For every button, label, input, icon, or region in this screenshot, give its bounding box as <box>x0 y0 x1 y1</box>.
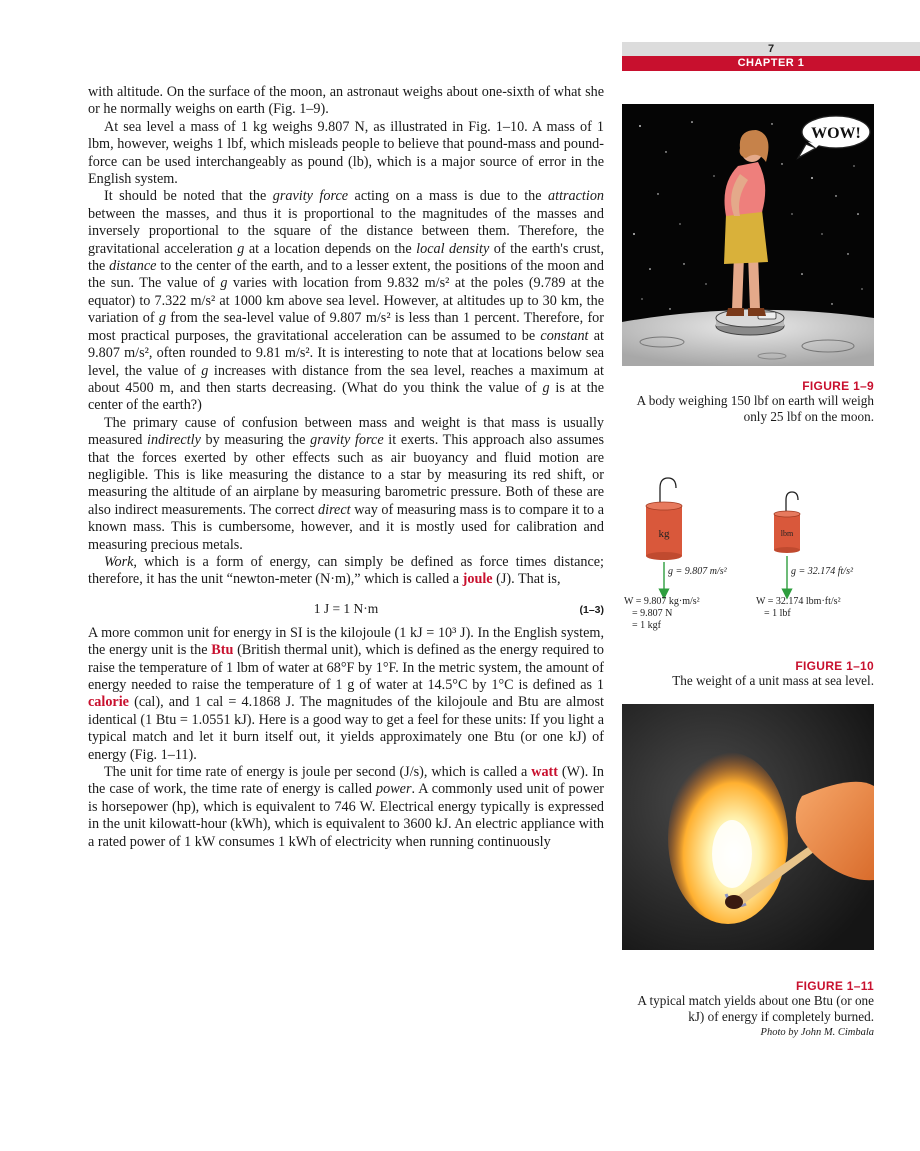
equation-1-3 <box>88 594 604 622</box>
figure-1-10-caption: The weight of a unit mass at sea level. <box>672 673 874 688</box>
figure-1-10 <box>622 466 874 689</box>
main-text-column <box>88 84 604 851</box>
paragraph-5: Work, which is a form of energy, can simply be defined as force times distance; therefore, it has the unit “newton-meter (N·m),” which is called a joule (J). That is, <box>88 553 604 588</box>
weight-left-line3: = 1 kgf <box>632 620 661 631</box>
figure-1-9-title: FIGURE 1–9 <box>802 379 874 393</box>
paragraph-6: A more common unit for energy in SI is the kilojoule (1 kJ = 10³ J). In the English system, the energy unit is the Btu (British thermal unit), which is defined as the energy required to raise the temperature of 1 lbm of water at 68°F by 1°F. In the metric system, the amount of energy needed to raise the temperature of 1 g of water at 14.5°C by 1°C is defined as 1 calorie (cal), and 1 cal = 4.1868 J. The magnitudes of the kilojoule and Btu are almost identical (1 Btu = 1.0551 kJ). Here is a good way to get a feel for these units: If you light a typical match and let it burn itself out, it yields approximately one Btu (or one kJ) of energy (Fig. 1–11). <box>88 624 605 763</box>
astronaut-on-moon-illustration <box>622 104 874 366</box>
keyword-watt: watt <box>531 764 558 781</box>
g-value-left: g = 9.807 m/s² <box>668 566 727 577</box>
weight-left-line2: = 9.807 N <box>632 608 673 619</box>
figure-1-11 <box>622 704 874 1038</box>
paragraph-2: At sea level a mass of 1 kg weighs 9.807 N, as illustrated in Fig. 1–10. A mass of 1 lbm, however, weighs 1 lbf, which misleads people to believe that pound-mass and pound-force can be used interchangeably as pound (lb), which is a major source of error in the English system. <box>88 118 604 188</box>
page-number: 7 <box>622 42 920 56</box>
figure-1-10-title: FIGURE 1–10 <box>795 659 874 673</box>
figure-1-11-title: FIGURE 1–11 <box>795 979 874 993</box>
g-value-right: g = 32.174 ft/s² <box>791 566 853 577</box>
weight-right-line2: = 1 lbf <box>764 608 791 619</box>
figure-1-9-caption: A body weighing 150 lbf on earth will weigh only 25 lbf on the moon. <box>636 393 874 424</box>
paragraph-3: It should be noted that the gravity force acting on a mass is due to the attraction between the masses, and thus it is proportional to the magnitudes of the masses and inversely proportional to the square of the distance between them. Therefore, the gravitational acceleration g at a location depends on the local density of the earth's crust, the distance to the center of the earth, and to a lesser extent, the positions of the moon and the sun. The value of g varies with location from 9.832 m/s² at the poles (9.789 at the equator) to 7.322 m/s² at 1000 km above sea level. However, at altitudes up to 30 km, the variation of g from the sea-level value of 9.807 m/s² is less than 1 percent. Therefore, for most practical purposes, the gravitational acceleration can be assumed to be constant at 9.807 m/s², often rounded to 9.81 m/s². It is interesting to note that at locations below sea level, the value of g increases with distance from the sea level, reaches a maximum at about 4500 m, and then starts decreasing. (What do you think the value of g is at the center of the earth?) <box>88 188 605 414</box>
figure-1-9 <box>622 104 874 424</box>
figure-1-11-caption: A typical match yields about one Btu (or one kJ) of energy if completely burned. <box>637 993 874 1024</box>
lbm-weight-label: lbm <box>780 529 794 538</box>
kg-weight <box>646 478 682 560</box>
burning-match-photo <box>622 704 874 950</box>
paragraph-4: The primary cause of confusion between mass and weight is that mass is usually measured indirectly by measuring the gravity force it exerts. This approach also assumes that the forces exerted by other effects such as air buoyancy and fluid motion are negligible. This is like measuring the distance to a star by measuring its red shift, or measuring the altitude of an airplane by measuring barometric pressure. Both of these are also indirect measurements. The correct direct way of measuring mass is to compare it to a known mass. This is cumbersome, however, and it is mostly used for calibration and measuring precious metals. <box>88 414 604 553</box>
speech-bubble-text: WOW! <box>811 125 861 142</box>
keyword-btu: Btu <box>211 642 234 659</box>
chapter-label: CHAPTER 1 <box>622 56 920 71</box>
unit-mass-weight-diagram <box>622 466 874 644</box>
keyword-joule: joule <box>462 571 493 588</box>
weight-right-line1: W = 32.174 lbm·ft/s² <box>756 596 841 607</box>
kg-weight-label: kg <box>658 528 670 540</box>
weight-left-line1: W = 9.807 kg·m/s² <box>624 596 700 607</box>
equation-number: (1–3) <box>579 603 604 616</box>
photo-credit: Photo by John M. Cimbala <box>760 1027 874 1038</box>
lbm-weight <box>774 492 800 553</box>
paragraph-7: The unit for time rate of energy is joule per second (J/s), which is called a watt (W). In the case of work, the time rate of energy is called power. A commonly used unit of power is horsepower (hp), which is equivalent to 746 W. Electrical energy typically is expressed in the unit kilowatt-hour (kWh), which is equivalent to 3600 kJ. An electric appliance with a rated power of 1 kW consumes 1 kWh of electricity when running continuously <box>88 764 604 850</box>
equation-body: 1 J = 1 N·m <box>313 600 379 616</box>
paragraph-1: with altitude. On the surface of the moon, an astronaut weighs about one-sixth of what she or he normally weighs on earth (Fig. 1–9). <box>88 84 604 118</box>
keyword-calorie: calorie <box>88 694 129 711</box>
page-header <box>622 42 920 71</box>
